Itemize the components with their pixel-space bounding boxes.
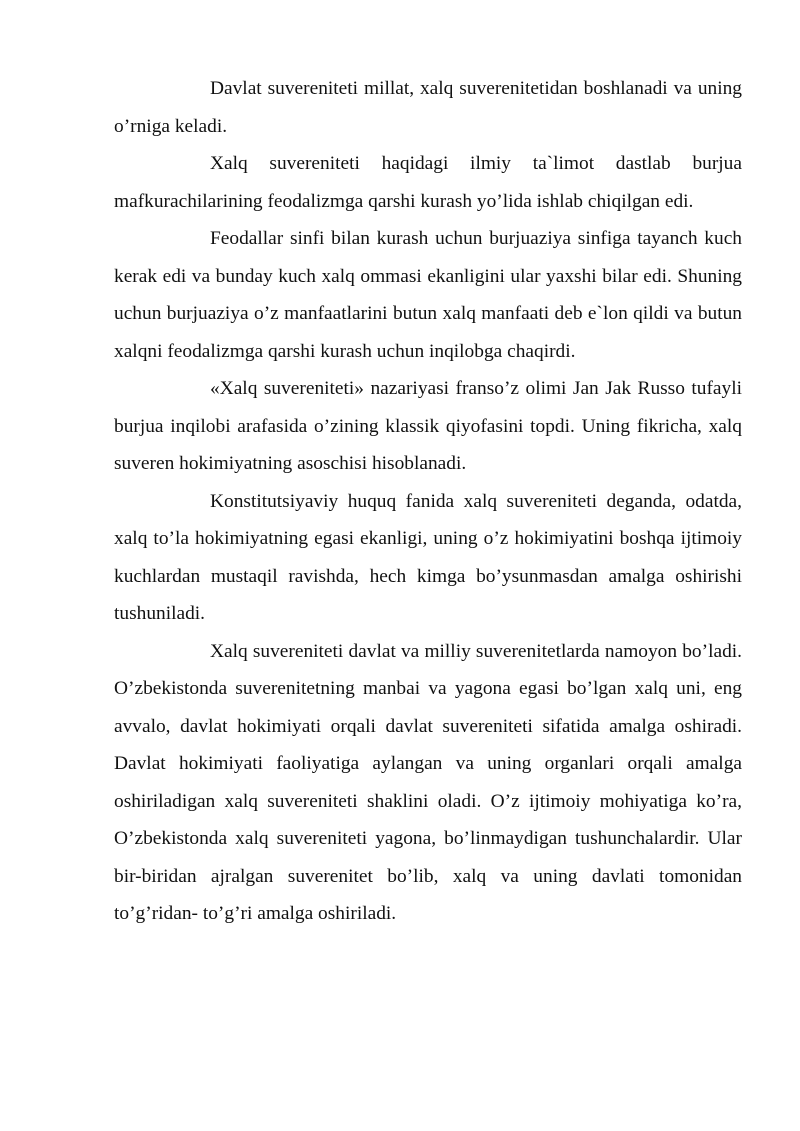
paragraph-4: «Xalq suvereniteti» nazariyasi franso’z olimi Jan Jak Russo tufayli burjua inqilobi arafasida o’zining klassik qiyofasini topdi. Uning fikricha, xalq suveren hokimiyatning asoschisi hisoblanadi. xyxy=(114,378,742,474)
document-page xyxy=(114,70,742,933)
paragraph-2: Xalq suvereniteti haqidagi ilmiy ta`limot dastlab burjua mafkurachilarining feodalizmga qarshi kurash yo’lida ishlab chiqilgan edi. xyxy=(114,153,742,212)
paragraph-1: Davlat suvereniteti millat, xalq suverenitetidan boshlanadi va uning o’rniga keladi. xyxy=(114,78,742,137)
paragraph-6: Xalq suvereniteti davlat va milliy suverenitetlarda namoyon bo’ladi. O’zbekistonda suverenitetning manbai va yagona egasi bo’lgan xalq uni, eng avvalo, davlat hokimiyati orqali davlat suvereniteti sifatida amalga oshiradi. Davlat hokimiyati faoliyatiga aylangan va uning organlari orqali amalga oshiriladigan xalq suvereniteti shaklini oladi. O’z ijtimoiy mohiyatiga ko’ra, O’zbekistonda xalq suvereniteti yagona, bo’linmaydigan tushunchalardir. Ular bir-biridan ajralgan suverenitet bo’lib, xalq va uning davlati tomonidan to’g’ridan- to’g’ri amalga oshiriladi. xyxy=(114,640,742,924)
paragraph-3: Feodallar sinfi bilan kurash uchun burjuaziya sinfiga tayanch kuch kerak edi va bunday kuch xalq ommasi ekanligini ular yaxshi bilar edi. Shuning uchun burjuaziya o’z manfaatlarini butun xalq manfaati deb e`lon qildi va butun xalqni feodalizmga qarshi kurash uchun inqilobga chaqirdi. xyxy=(114,228,742,362)
paragraph-5: Konstitutsiyaviy huquq fanida xalq suvereniteti deganda, odatda, xalq to’la hokimiyatning egasi ekanligi, uning o’z hokimiyatini boshqa ijtimoiy kuchlardan mustaqil ravishda, hech kimga bo’ysunmasdan amalga oshirishi tushuniladi. xyxy=(114,490,742,624)
